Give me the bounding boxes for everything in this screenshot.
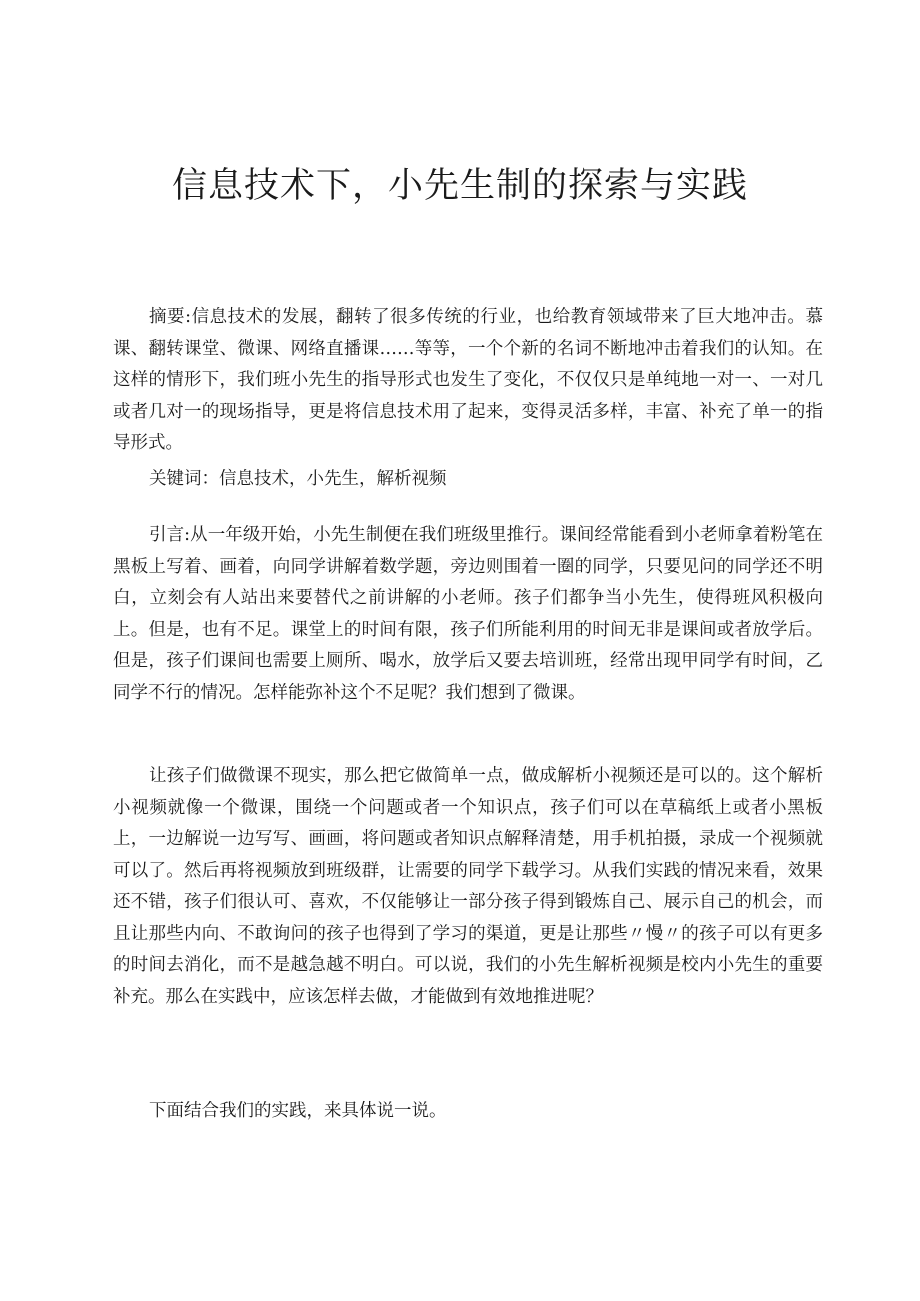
page-title: 信息技术下，小先生制的探索与实践 [171, 166, 748, 206]
keywords-paragraph: 关键词：信息技术，小先生，解析视频 [149, 469, 447, 489]
closing-paragraph: 下面结合我们的实践，来具体说一说。 [149, 1101, 447, 1121]
body-paragraph: 让孩子们做微课不现实，那么把它做简单一点，做成解析小视频还是可以的。这个解析小视频就像一个微课，围绕一个问题或者一个知识点，孩子们可以在草稿纸上或者小黑板上，一边解说一边写写、画画，将问题或者知识点解释清楚，用手机拍摄，录成一个视频就可以了。然后再将视频放到班级群，让需要的同学下载学习。从我们实践的情况来看，效果还不错，孩子们很认可、喜欢，不仅能够让一部分孩子得到锻炼自己、展示自己的机会，而且让那些内向、不敢询问的孩子也得到了学习的渠道，更是让那些〃慢〃的孩子可以有更多的时间去消化，而不是越急越不明白。可以说，我们的小先生解析视频是校内小先生的重要补充。那么在实践中，应该怎样去做，才能做到有效地推进呢？ [113, 766, 823, 1007]
introduction-paragraph: 引言:从一年级开始，小先生制便在我们班级里推行。课间经常能看到小老师拿着粉笔在黑板上写着、画着，向同学讲解着数学题，旁边则围着一圈的同学，只要见问的同学还不明白，立刻会有人站出来要替代之前讲解的小老师。孩子们都争当小先生，使得班风积极向上。但是，也有不足。课堂上的时间有限，孩子们所能利用的时间无非是课间或者放学后。但是，孩子们课间也需要上厕所、喝水，放学后又要去培训班，经常出现甲同学有时间，乙同学不行的情况。怎样能弥补这个不足呢？我们想到了微课。 [113, 525, 823, 703]
abstract-paragraph: 摘要:信息技术的发展，翻转了很多传统的行业，也给教育领域带来了巨大地冲击。慕课、翻转课堂、微课、网络直播课……等等，一个个新的名词不断地冲击着我们的认知。在这样的情形下，我们班小先生的指导形式也发生了变化，不仅仅只是单纯地一对一、一对几或者几对一的现场指导，更是将信息技术用了起来，变得灵活多样，丰富、补充了单一的指导形式。 [113, 307, 823, 453]
